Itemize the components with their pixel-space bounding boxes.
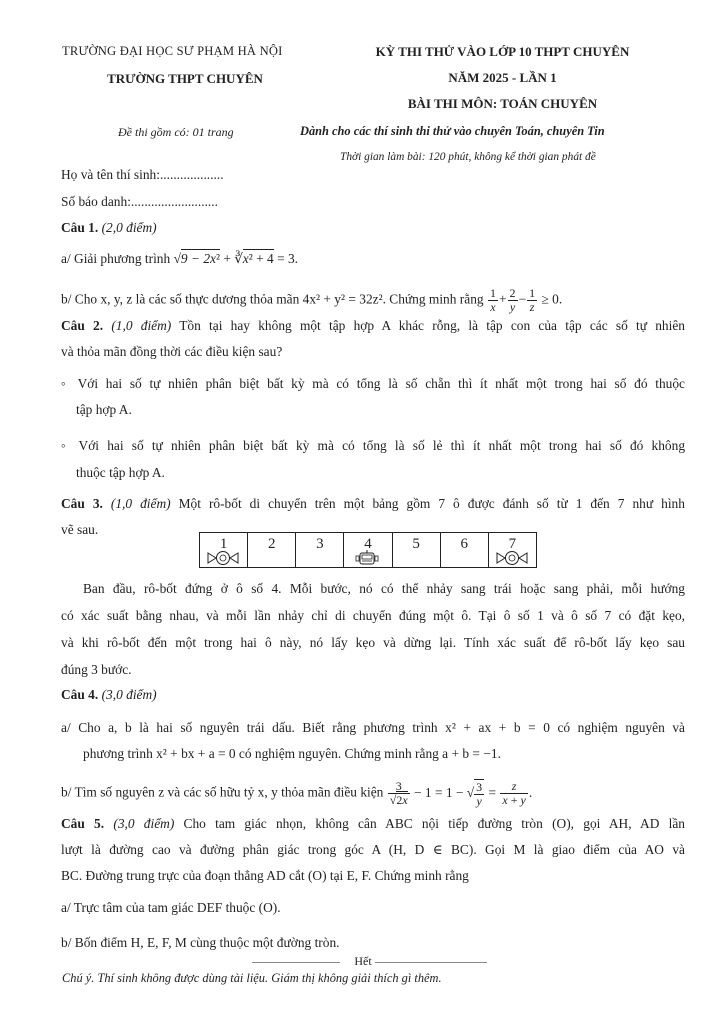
q1b-frac-1: $\frac{1}{x}$ xyxy=(489,286,496,314)
university-name: TRƯỜNG ĐẠI HỌC SƯ PHẠM HÀ NỘI xyxy=(62,44,283,58)
q3-para-line4: đúng 3 bước. xyxy=(61,662,132,677)
cell-number: 6 xyxy=(460,536,469,552)
board-cell-3 xyxy=(296,533,344,567)
q3-para-line3: và khi rô-bốt đến một trong hai ô này, nó lấy kẹo và dừng lại. Tính xác suất để rô-bốt lấy kẹo sau xyxy=(61,635,685,650)
q1b-line: b/ Cho x, y, z là các số thực dương thỏa mãn 4x² + y² = 32z². Chứng minh rằng $\frac{1}{x}$ + $\frac{2}{y}$ − $\frac{1}{z}$ ≥ 0. xyxy=(61,286,563,314)
q4a-line1 xyxy=(61,719,685,737)
board-cell-5 xyxy=(393,533,441,567)
q1b-ineq-end: ≥ 0. xyxy=(541,291,563,307)
q2-bullet2-text: Với hai số tự nhiên phân biệt bất kỳ mà có tổng là số lẻ thì ít nhất một trong hai số đó không xyxy=(78,438,686,453)
q4a-line2: phương trình x² + bx + a = 0 có nghiệm nguyên. Chứng minh rằng a + b = −1. xyxy=(83,746,501,761)
q5-label: Câu 5. xyxy=(61,816,105,831)
q1a-prefix: a/ xyxy=(61,251,71,266)
q1-heading xyxy=(61,219,685,237)
robot-board xyxy=(199,532,537,568)
board-cell-7 xyxy=(489,533,536,567)
q1b-frac-3: $\frac{1}{z}$ xyxy=(529,286,536,314)
candy-icon xyxy=(207,550,239,566)
q4-label: Câu 4. xyxy=(61,687,99,702)
end-rule-left xyxy=(252,962,352,963)
board-cell-1 xyxy=(200,533,248,567)
q1b-frac-2: $\frac{2}{y}$ xyxy=(509,286,516,314)
candidate-name-dots: ................... xyxy=(159,167,224,182)
robot-icon xyxy=(351,550,383,566)
time-note: Thời gian làm bài: 120 phút, không kể thời gian phát đề xyxy=(340,151,596,163)
q2-label: Câu 2. xyxy=(61,318,104,333)
footer-note: Chú ý. Thí sinh không được dùng tài liệu. Giám thị không giải thích gì thêm. xyxy=(62,971,442,985)
end-mark: Hết xyxy=(340,954,386,969)
q4b-prefix: b/ xyxy=(61,784,72,800)
q5-line1 xyxy=(61,815,685,833)
candidate-name-label: Họ và tên thí sinh: xyxy=(61,167,160,182)
q5b-text: Bốn điểm H, E, F, M cùng thuộc một đường tròn. xyxy=(74,935,340,950)
board-cell-4 xyxy=(344,533,392,567)
q2-bullet2-line1 xyxy=(61,437,685,455)
q3-text1: Một rô-bốt di chuyển trên một bảng gồm 7 ô được đánh số từ 1 đến 7 như hình xyxy=(178,496,685,511)
q2-points: (1,0 điểm) xyxy=(111,318,172,333)
q4-points: (3,0 điểm) xyxy=(101,687,157,702)
cell-number: 5 xyxy=(412,536,420,552)
q2-line2: và thỏa mãn đồng thời các điều kiện sau? xyxy=(61,344,283,359)
candidate-name-line xyxy=(61,166,685,184)
cell-number: 2 xyxy=(267,536,276,552)
q4b-line xyxy=(61,779,685,808)
candidate-id-dots: .......................... xyxy=(130,194,218,209)
q1b-prefix: b/ xyxy=(61,291,72,307)
q5b-line xyxy=(61,934,685,952)
q2-bullet1-line1 xyxy=(61,375,685,393)
audience-note: Dành cho các thí sinh thi thử vào chuyên Toán, chuyên Tin xyxy=(300,124,605,138)
bullet-circle-icon: ◦ xyxy=(61,438,71,453)
q4-heading xyxy=(61,686,685,704)
q5b-prefix: b/ xyxy=(61,935,72,950)
q3-para-line2: có xác suất bằng nhau, và mỗi lần nhảy chỉ di chuyển đúng một ô. Tại ô số 1 và ô số 7 có đặt kẹo, xyxy=(61,608,685,623)
q5a-line xyxy=(61,899,685,917)
school-name: TRƯỜNG THPT CHUYÊN xyxy=(107,71,263,86)
cell-number: 3 xyxy=(316,536,324,552)
q4a-prefix: a/ xyxy=(61,720,71,735)
candy-icon xyxy=(496,550,528,566)
q1a-line xyxy=(61,250,685,268)
q2-text1: Tồn tại hay không một tập hợp A khác rỗng, là tập con của tập các số tự nhiên xyxy=(179,318,685,333)
q2-bullet1-text: Với hai số tự nhiên phân biệt bất kỳ mà có tổng là số chẵn thì ít nhất một trong hai số đó thuộc xyxy=(77,376,685,391)
q3-para-line1: Ban đầu, rô-bốt đứng ở ô số 4. Mỗi bước, nó có thể nhảy sang trái hoặc sang phải, mỗi hướng xyxy=(83,581,685,596)
board-cell-2 xyxy=(248,533,296,567)
exam-subject: BÀI THI MÔN: TOÁN CHUYÊN xyxy=(407,96,598,111)
q3-points: (1,0 điểm) xyxy=(110,496,171,511)
board-cell-6 xyxy=(441,533,489,567)
q1-label: Câu 1. xyxy=(61,220,99,235)
q1a-equation: √9 − 2x² + ∛x² + 4 xyxy=(173,251,274,266)
q5-line3: BC. Đường trung trực của đoạn thẳng AD cắt (O) tại E, F. Chứng minh rằng xyxy=(61,868,469,883)
q5-line2: lượt là đường cao và đường phân giác trong góc A (H, D ∈ BC). Gọi M là giao điểm của AO và xyxy=(61,842,685,857)
q2-bullet1-line2: tập hợp A. xyxy=(76,402,132,417)
q4b-equation: $\frac{3}{√2x}$ − 1 = 1 − √ $\frac{3}{y}$ = $\frac{z}{x + y}$ . xyxy=(389,779,533,808)
q4b-text: Tìm số nguyên z và các số hữu tỷ x, y thỏa mãn điều kiện xyxy=(74,784,384,800)
q4a-text1: Cho a, b là hai số nguyên trái dấu. Biết rằng phương trình x² + ax + b = 0 có nghiệm nguyên và xyxy=(78,720,685,735)
q5-text1: Cho tam giác nhọn, không cân ABC nội tiếp đường tròn (O), gọi AH, AD lần xyxy=(183,816,685,831)
q1a-eq-end: = 3. xyxy=(277,251,299,266)
q5a-text: Trực tâm của tam giác DEF thuộc (O). xyxy=(73,900,281,915)
q3-line2: vẽ sau. xyxy=(61,522,99,537)
q1b-text: Cho x, y, z là các số thực dương thỏa mãn 4x² + y² = 32z². Chứng minh rằng xyxy=(74,291,484,307)
q2-line1 xyxy=(61,317,685,335)
q5-points: (3,0 điểm) xyxy=(113,816,175,831)
exam-title: KỲ THI THỬ VÀO LỚP 10 THPT CHUYÊN xyxy=(375,44,630,59)
exam-year-round: NĂM 2025 - LẦN 1 xyxy=(448,70,557,85)
bullet-circle-icon: ◦ xyxy=(61,376,71,391)
end-rule-right xyxy=(375,962,487,963)
q2-bullet2-line2: thuộc tập hợp A. xyxy=(76,465,165,480)
cell-number: 7 xyxy=(508,536,517,552)
q1-points: (2,0 điểm) xyxy=(101,220,157,235)
q1a-text: Giải phương trình xyxy=(74,251,171,266)
candidate-id-label: Số báo danh: xyxy=(61,194,131,209)
q5a-prefix: a/ xyxy=(61,900,71,915)
q3-line1 xyxy=(61,495,685,513)
cell-number: 1 xyxy=(219,536,228,552)
cell-number: 4 xyxy=(364,536,372,552)
q3-label: Câu 3. xyxy=(61,496,103,511)
pages-note: Đề thi gồm có: 01 trang xyxy=(118,125,234,139)
candidate-id-line xyxy=(61,193,685,211)
